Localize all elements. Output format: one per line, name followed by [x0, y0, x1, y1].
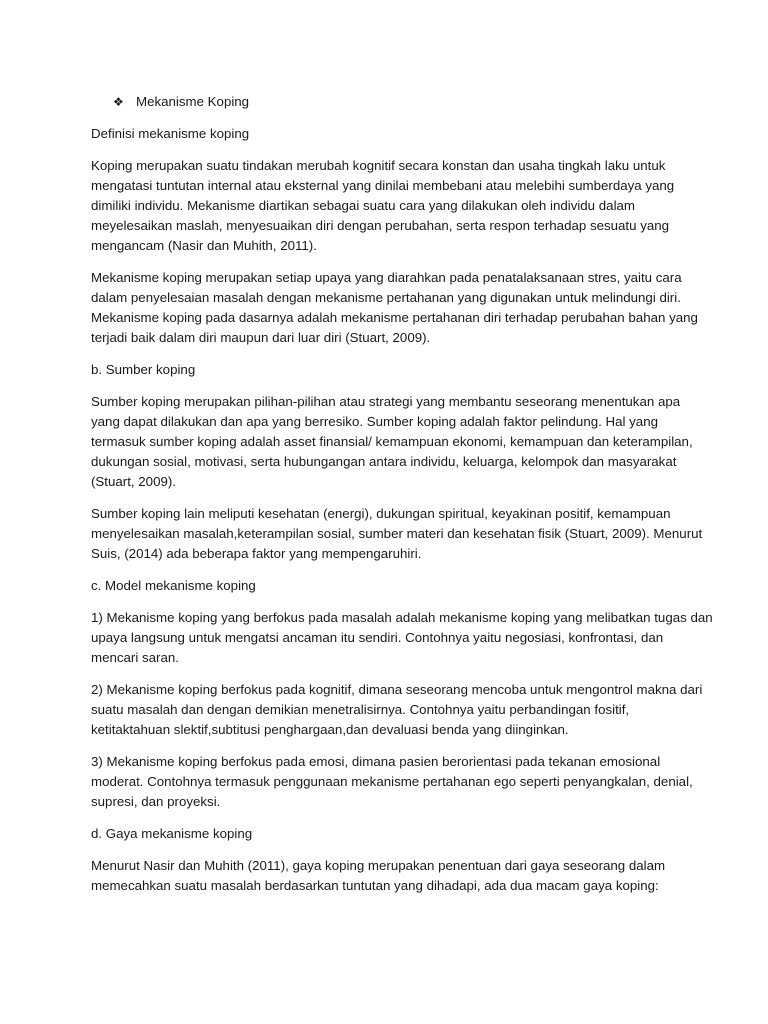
text-line: menyelesaikan masalah,keterampilan sosial, sumber materi dan kesehatan fisik (Stuart, 2009). Menurut [91, 526, 703, 541]
text-line: mencari saran. [91, 650, 179, 665]
text-line: Suis, (2014) ada beberapa faktor yang mempengaruhiri. [91, 546, 422, 561]
text-line: dalam penyelesaian masalah dengan mekanisme pertahanan yang digunakan untuk melindungi diri. [91, 290, 681, 305]
text-line: 1) Mekanisme koping yang berfokus pada masalah adalah mekanisme koping yang melibatkan tugas dan [91, 610, 713, 625]
text-line: termasuk sumber koping adalah asset finansial/ kemampuan ekonomi, kemampuan dan keterampilan, [91, 434, 693, 449]
text-line: meyelesaikan maslah, menyesuaikan diri dengan perubahan, serta respon terhadap sesuatu yang [91, 218, 670, 233]
text-line: Koping merupakan suatu tindakan merubah kognitif secara konstan dan usaha tingkah laku untuk [91, 158, 666, 173]
diamond-bullet-icon: ❖ [113, 95, 124, 109]
text-line: dimiliki individu. Mekanisme diartikan sebagai suatu cara yang dilakukan oleh individu dalam [91, 198, 635, 213]
text-line: ketitaktahuan slektif,subtitusi penghargaan,dan devaluasi benda yang diinginkan. [91, 722, 569, 737]
paragraph [91, 608, 713, 668]
paragraph [91, 752, 691, 812]
section-heading [113, 92, 691, 112]
paragraph [91, 824, 691, 844]
paragraph [91, 156, 691, 256]
text-line: yang dapat dilakukan dan apa yang berresiko. Sumber koping adalah faktor pelindung. Hal yang [91, 414, 658, 429]
paragraph [91, 680, 703, 740]
text-line: b. Sumber koping [91, 362, 196, 377]
section-title: Mekanisme Koping [136, 94, 250, 109]
text-line: mengancam (Nasir dan Muhith, 2011). [91, 238, 317, 253]
text-line: c. Model mekanisme koping [91, 578, 256, 593]
text-line: memecahkan suatu masalah berdasarkan tuntutan yang dihadapi, ada dua macam gaya koping: [91, 878, 659, 893]
text-line: d. Gaya mekanisme koping [91, 826, 253, 841]
paragraph [91, 576, 691, 596]
text-line: Mekanisme koping pada dasarnya adalah mekanisme pertahanan diri terhadap perubahan bahan yang [91, 310, 698, 325]
text-line: 3) Mekanisme koping berfokus pada emosi, dimana pasien berorientasi pada tekanan emosional [91, 754, 661, 769]
text-line: suatu masalah dan dengan demikian menetralisirnya. Contohnya yaitu perbandingan fositif, [91, 702, 630, 717]
text-line: (Stuart, 2009). [91, 474, 176, 489]
text-line: Menurut Nasir dan Muhith (2011), gaya koping merupakan penentuan dari gaya seseorang dalam [91, 858, 666, 873]
paragraph [91, 504, 703, 564]
text-line: dukungan sosial, motivasi, serta hubungangan antara individu, keluarga, kelompok dan masyarakat [91, 454, 677, 469]
paragraph [91, 268, 698, 348]
document-body [91, 92, 713, 908]
text-line: mengatasi tuntutan internal atau eksternal yang dinilai membebani atau melebihi sumberdaya yang [91, 178, 675, 193]
paragraph [91, 392, 691, 492]
text-line: Sumber koping lain meliputi kesehatan (energi), dukungan spiritual, keyakinan positif, kemampuan [91, 506, 671, 521]
text-line: Sumber koping merupakan pilihan-pilihan atau strategi yang membantu seseorang menentukan apa [91, 394, 681, 409]
paragraph [91, 360, 691, 380]
text-line: upaya langsung untuk mengatsi ancaman itu sendiri. Contohnya yaitu negosiasi, konfrontasi, dan [91, 630, 664, 645]
paragraph [91, 124, 691, 144]
text-line: moderat. Contohnya termasuk penggunaan mekanisme pertahanan ego seperti penyangkalan, denial, [91, 774, 693, 789]
text-line: Definisi mekanisme koping [91, 126, 250, 141]
text-line: Mekanisme koping merupakan setiap upaya yang diarahkan pada penatalaksanaan stres, yaitu cara [91, 270, 682, 285]
text-line: terjadi baik dalam diri maupun dari luar diri (Stuart, 2009). [91, 330, 431, 345]
text-line: 2) Mekanisme koping berfokus pada kognitif, dimana seseorang mencoba untuk mengontrol makna dari [91, 682, 703, 697]
paragraph [91, 856, 691, 896]
text-line: supresi, dan proyeksi. [91, 794, 221, 809]
